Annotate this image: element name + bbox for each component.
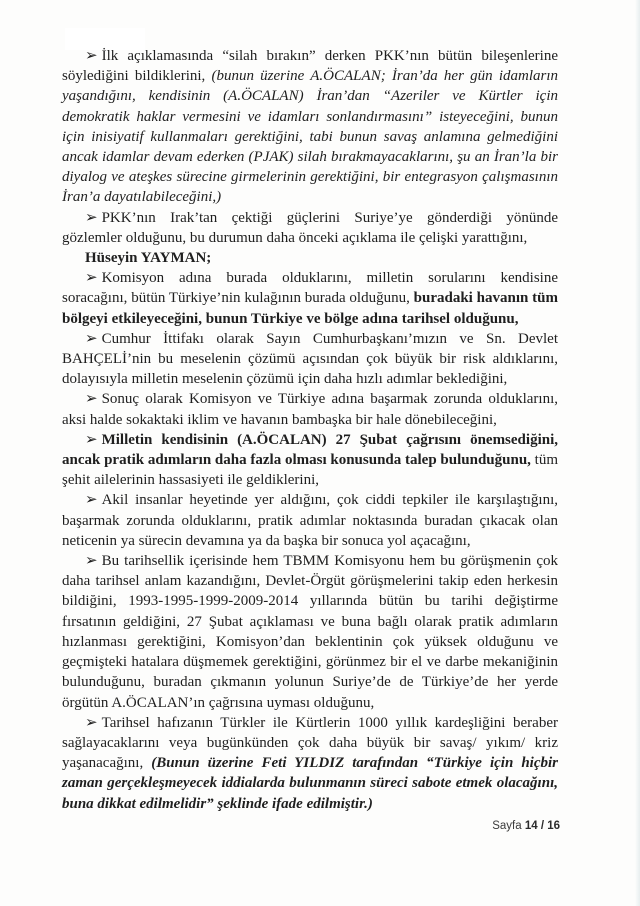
bullet-arrow-icon: ➢ [85,492,98,509]
document-paragraph [62,430,558,491]
page-footer [492,820,560,832]
document-paragraph [62,268,558,329]
scan-edge-artifact [635,0,640,906]
text-segment: İlk açıklamasında “silah bırakın” derken PKK’nın bütün bileşenlerine söylediğini bildiklerini, [62,48,558,85]
bullet-arrow-icon: ➢ [85,209,98,226]
bullet-arrow-icon: ➢ [85,270,98,287]
document-paragraph [62,208,558,248]
document-paragraph [62,490,558,551]
document-paragraph [62,713,558,814]
text-segment: Tarihsel hafızanın Türkler ile Kürtlerin 1000 yıllık kardeşliğini beraber sağlayacaklarını veya bugünkünden çok daha büyük bir savaş/ yıkım/ kriz yaşanacağını, [62,714,558,772]
bullet-arrow-icon: ➢ [85,553,98,570]
text-segment: Bu tarihsellik içerisinde hem TBMM Komisyonu hem bu görüşmenin çok daha tarihsel anlam kazandığını, Devlet-Örgüt görüşmelerini takip eden herkesin bildiğini, 1993-1995-1999-2009-2014 yıllarında bütün bu tarihi değiştirme fırsatının geldiğini, 27 Şubat açıklaması ve buna bağlı olarak pratik adımların hızlanması gerektiğini, Komisyon’dan beklentinin çok yüksek olduğunu ve geçmişteki hatalara düşmemek gerektiğini, görünmez bir el ve darbe mekaniğinin bulunduğunu, buradan çıkmanın yolunun Suriye’de de Türkiye’de her yerde örgütün A.ÖCALAN’ın çağrısına uyması olduğunu, [62,553,558,711]
text-segment: Cumhur İttifakı olarak Sayın Cumhurbaşkanı’mızın ve Sn. Devlet BAHÇELİ’nin bu meselenin çözümü açısından çok büyük bir risk aldıklarını, dolayısıyla milletin meselenin çözümü için daha hızlı adımlar beklediğini, [62,330,558,388]
document-paragraph [62,46,558,208]
bullet-arrow-icon: ➢ [85,48,98,64]
document-paragraph [62,551,558,713]
text-segment: buradaki havanın tüm bölgeyi etkileyeceğini, bunun Türkiye ve bölge adına tarihsel olduğunu, [62,290,558,327]
text-segment: Hüseyin YAYMAN; [85,250,212,267]
bullet-arrow-icon: ➢ [85,391,98,408]
text-segment: tüm şehit ailelerinin hassasiyeti ile geldiklerini, [62,452,559,489]
bullet-arrow-icon: ➢ [85,330,98,347]
text-segment: Akil insanlar heyetinde yer aldığını, çok ciddi tepkiler ile karşılaştığını, başarmak zorunda olduklarını, pratik adımlar noktasında buradan çıkacak olan neticenin ya sürecin devamına ya da başka bir sonuca yol açacağını, [62,492,558,549]
document-body [62,46,558,814]
text-segment: Milletin kendisinin (A.ÖCALAN) 27 Şubat çağrısını önemsediğini, ancak pratik adımların daha fazla olması konusunda talep bulunduğunu, [62,431,558,469]
footer-label: Sayfa [492,820,522,832]
text-segment: Sonuç olarak Komisyon ve Türkiye adına başarmak zorunda olduklarını, aksi halde sokaktaki iklim ve havanın bambaşka bir hale dönebileceğini, [62,391,558,428]
text-segment: (bunun üzerine A.ÖCALAN; İran’da her gün idamların yaşandığını, kendisinin (A.ÖCALAN) İran’dan “Azeriler ve Kürtler için demokratik haklar vermesini ve idamları sonlandırmasını” isteyeceğini, bunun için inisiyatif kullanmaları gerektiğini, tabi bunun savaş anlamına gelmediğini ancak idamlar devam ederken (PJAK) silah bırakmayacaklarını, şu an İran’la bir diyalog ve ateşkes sürecine girmelerinin gerektiğini, bir entegrasyon çalışmasının İran’a dayatılabileceğini,) [62,68,558,206]
document-paragraph [62,329,558,390]
text-segment: PKK’nın Irak’tan çektiği güçlerini Suriye’ye gönderdiği yönünde gözlemler olduğunu, bu durumun daha önceki açıklama ile çelişki yarattığını, [62,209,558,246]
text-segment: Komisyon adına burada olduklarını, milletin sorularını kendisine soracağını, bütün Türkiye’nin kulağının burada olduğunu, [62,270,558,307]
page-number: 14 / 16 [524,820,560,832]
bullet-arrow-icon: ➢ [85,714,98,731]
speaker-heading [62,248,558,268]
document-paragraph [62,389,558,429]
text-segment: (Bunun üzerine Feti YILDIZ tarafından “Türkiye için hiçbir zaman gerçekleşmeyecek iddialarda bulunmanın süreci sabote etmek olacağını, buna dikkat edilmelidir” şeklinde ifade edilmiştir.) [62,755,558,812]
bullet-arrow-icon: ➢ [85,431,98,448]
